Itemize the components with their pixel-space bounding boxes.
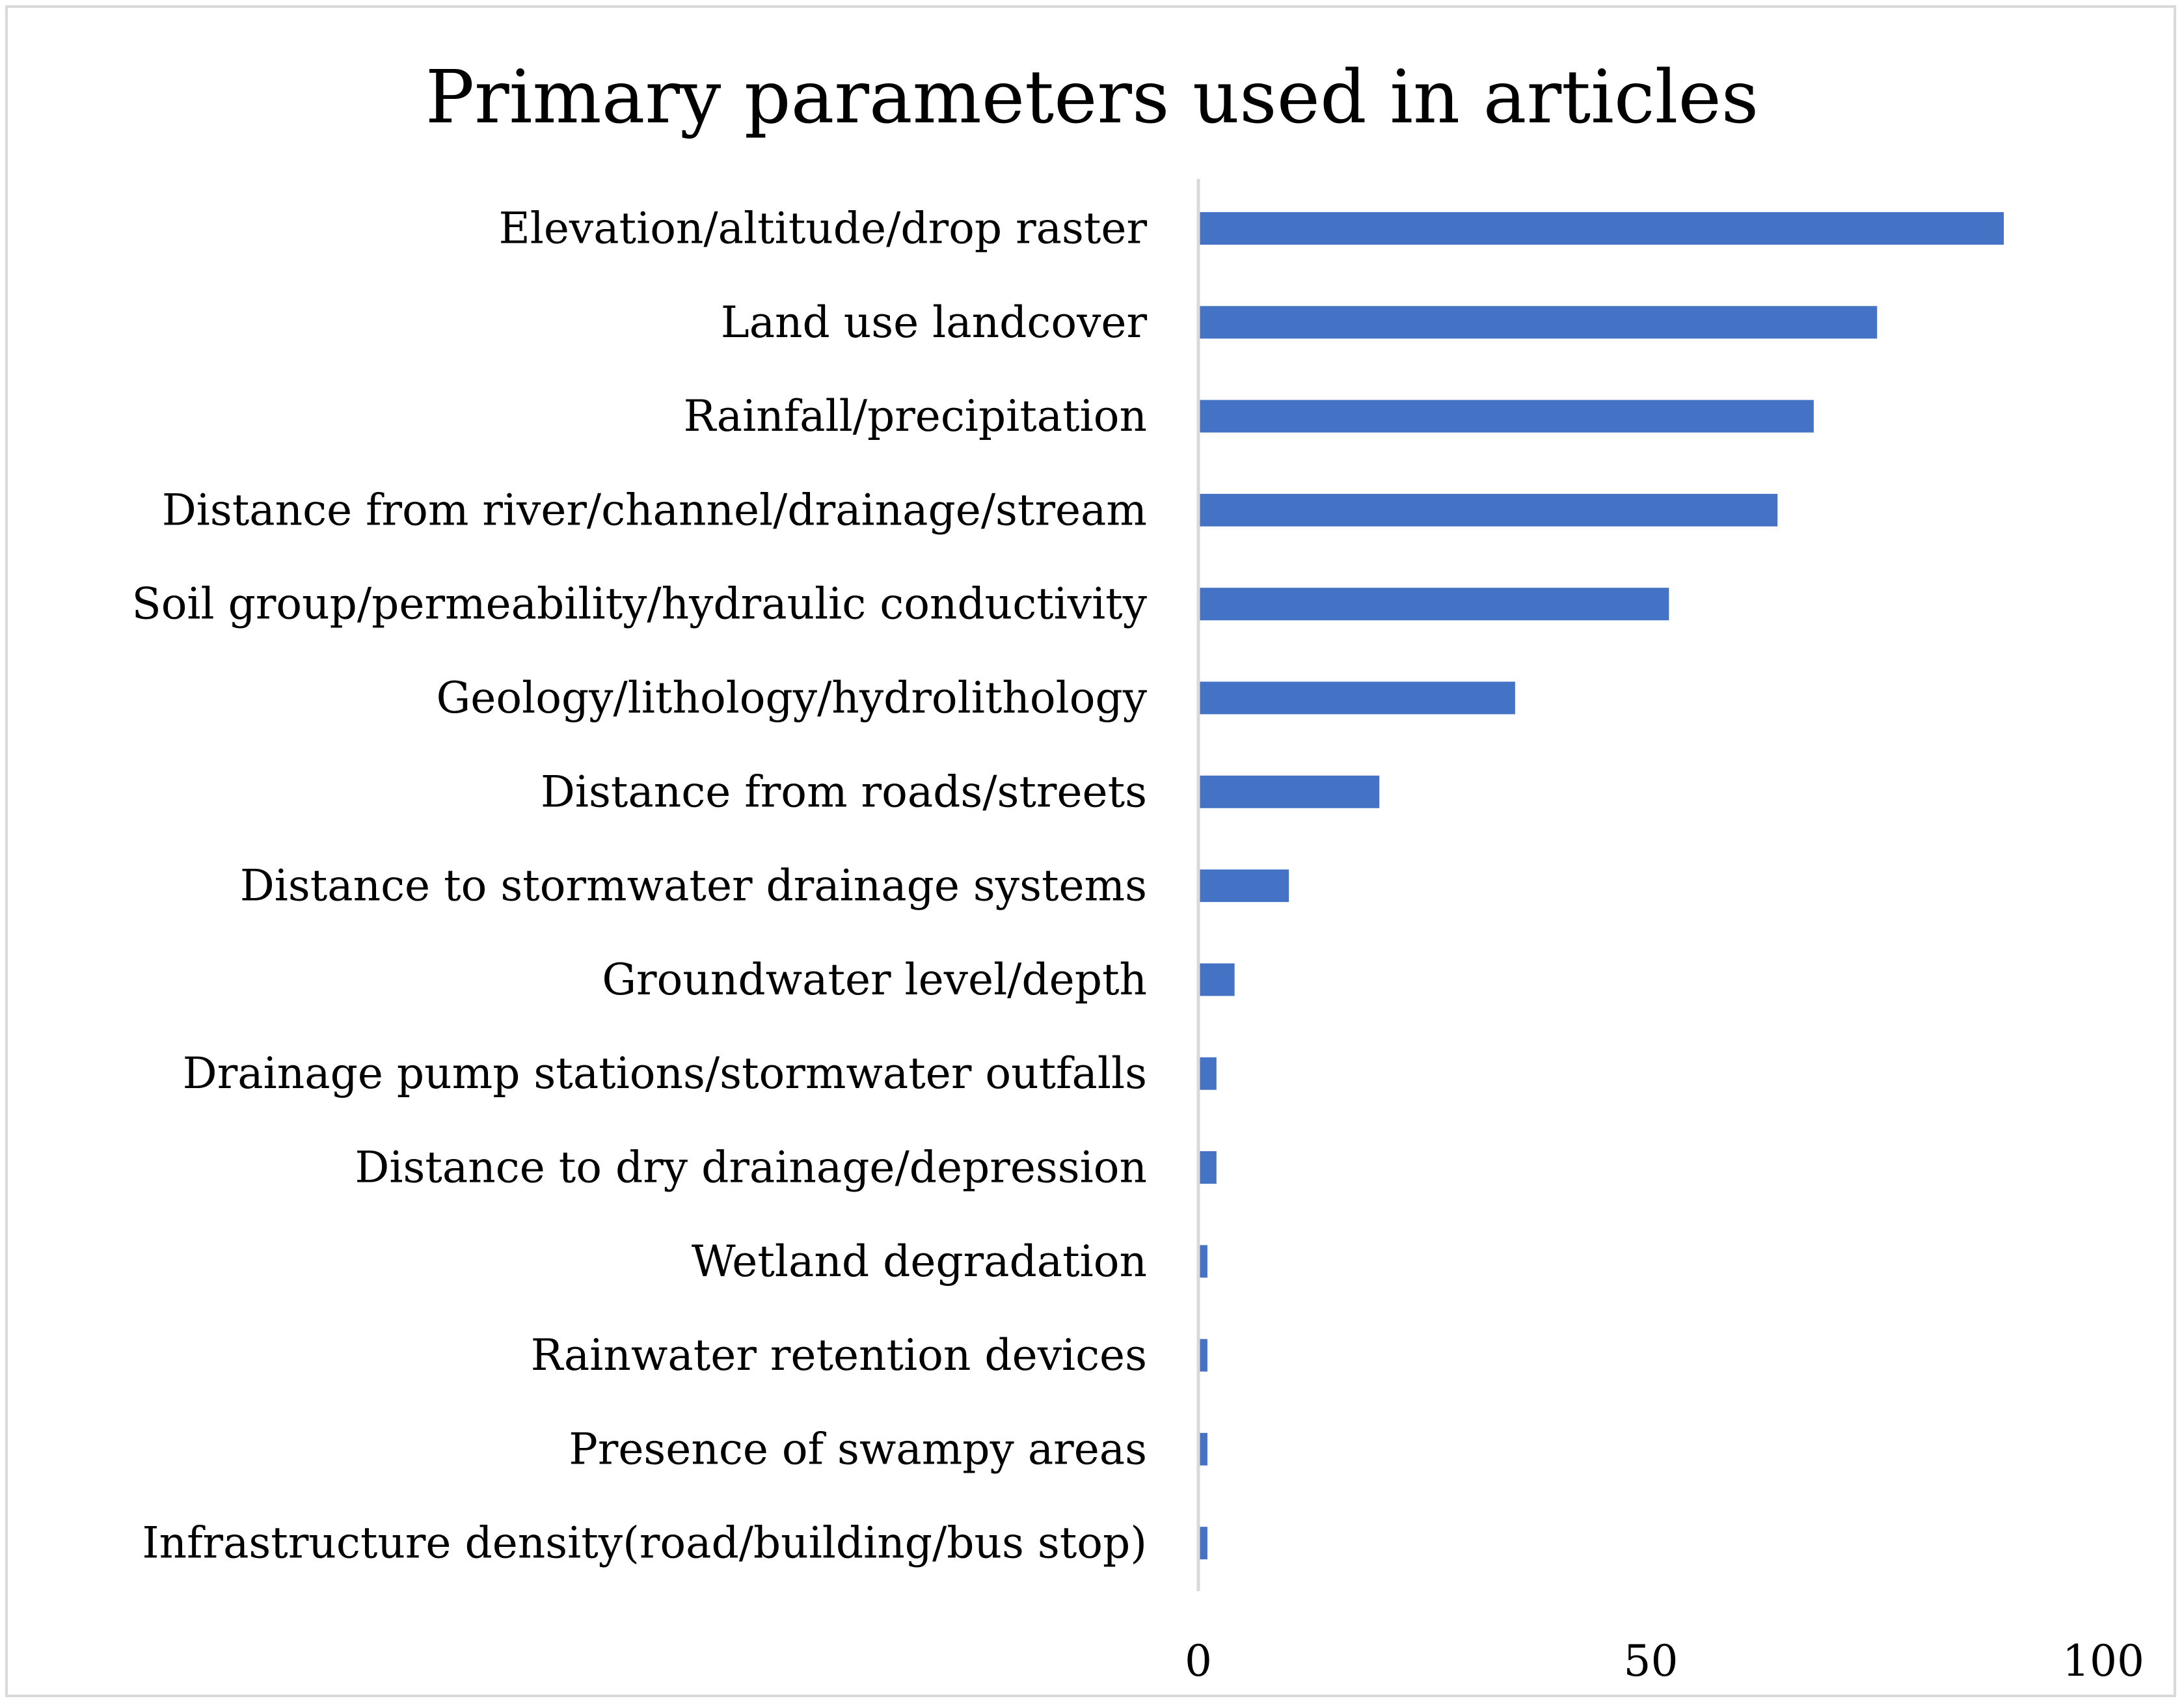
- category-label: Land use landcover: [720, 297, 1147, 348]
- bar: [1198, 1151, 1217, 1184]
- bar: [1198, 963, 1235, 996]
- x-tick-label: 100: [2062, 1636, 2144, 1686]
- category-label: Infrastructure density(road/building/bus stop): [142, 1518, 1147, 1568]
- category-label: Presence of swampy areas: [569, 1424, 1147, 1475]
- category-label: Drainage pump stations/stormwater outfalls: [182, 1048, 1147, 1099]
- category-label: Distance from river/channel/drainage/stream: [161, 485, 1147, 536]
- category-label: Distance from roads/streets: [541, 767, 1147, 817]
- bar: [1198, 400, 1814, 433]
- bar: [1198, 212, 2004, 245]
- category-label: Distance to stormwater drainage systems: [239, 860, 1147, 911]
- bar: [1198, 494, 1777, 526]
- category-label: Elevation/altitude/drop raster: [498, 203, 1147, 254]
- category-label: Wetland degradation: [691, 1236, 1147, 1287]
- bar: [1198, 306, 1877, 338]
- bar: [1198, 1057, 1217, 1090]
- category-label: Rainfall/precipitation: [683, 391, 1147, 442]
- category-label: Soil group/permeability/hydraulic conductivity: [131, 579, 1147, 629]
- category-label: Geology/lithology/hydrolithology: [436, 673, 1147, 723]
- bar: [1198, 869, 1289, 902]
- category-label: Rainwater retention devices: [530, 1330, 1147, 1381]
- category-label: Groundwater level/depth: [602, 954, 1147, 1005]
- bar: [1198, 588, 1669, 620]
- bar: [1198, 776, 1379, 808]
- x-tick-label: 0: [1185, 1636, 1212, 1686]
- bar: [1198, 682, 1515, 715]
- x-tick-label: 50: [1623, 1636, 1678, 1686]
- category-label: Distance to dry drainage/depression: [355, 1142, 1147, 1193]
- chart-title: Primary parameters used in articles: [425, 55, 1759, 140]
